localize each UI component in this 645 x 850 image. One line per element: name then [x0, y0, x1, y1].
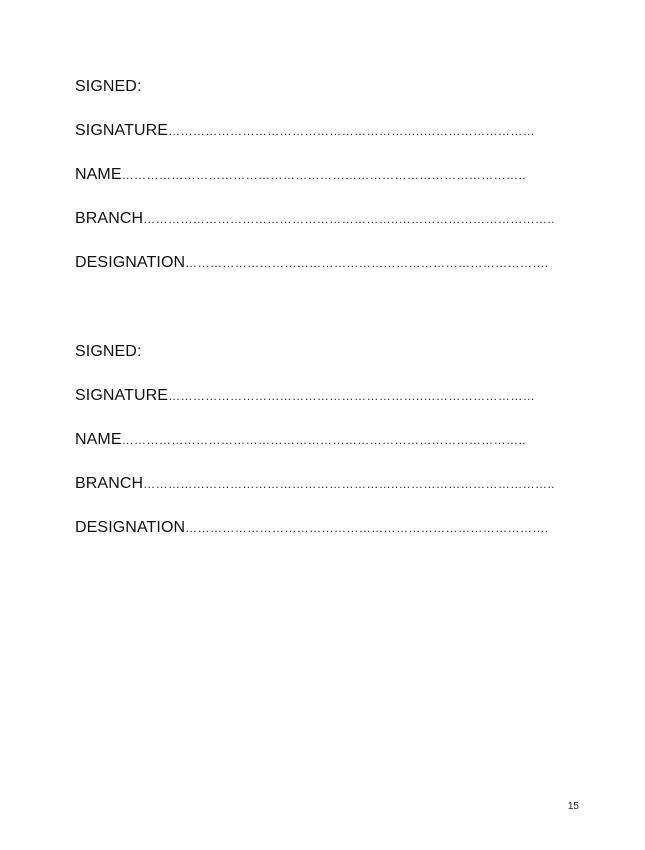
- page-number: 15: [567, 801, 579, 812]
- name-field: [75, 430, 580, 450]
- signed-heading: SIGNED:: [75, 78, 142, 95]
- signature-field: [75, 386, 580, 406]
- branch-field: [75, 209, 580, 229]
- signature-blank: ……………………………………………………..………………………: [168, 124, 536, 138]
- name-blank: ……………………………………………………………………………………..: [121, 168, 526, 182]
- designation-blank: …………………………………………………………………………….: [185, 256, 549, 270]
- designation-label: DESIGNATION: [75, 254, 186, 271]
- branch-blank: ……………………………………………………..………………………………..: [143, 477, 555, 491]
- designation-label: DESIGNATION: [75, 519, 186, 536]
- branch-label: BRANCH: [75, 475, 144, 492]
- name-label: NAME: [75, 431, 122, 448]
- branch-label: BRANCH: [75, 210, 144, 227]
- signature-blank: ……………………………………………………..………………………: [168, 389, 536, 403]
- name-blank: ……………………………………………………………………………………..: [121, 433, 526, 447]
- designation-field: [75, 253, 580, 273]
- signature-block-1: [75, 77, 580, 273]
- branch-field: [75, 474, 580, 494]
- name-field: [75, 165, 580, 185]
- signature-block-2: [75, 342, 580, 538]
- designation-blank: …………………………………………………………………………….: [185, 521, 549, 535]
- branch-blank: ……………………………………………………..………………………………..: [143, 212, 555, 226]
- name-label: NAME: [75, 166, 122, 183]
- designation-field: [75, 518, 580, 538]
- signature-label: SIGNATURE: [75, 122, 169, 139]
- signature-field: [75, 121, 580, 141]
- signature-label: SIGNATURE: [75, 387, 169, 404]
- signed-heading: SIGNED:: [75, 343, 142, 360]
